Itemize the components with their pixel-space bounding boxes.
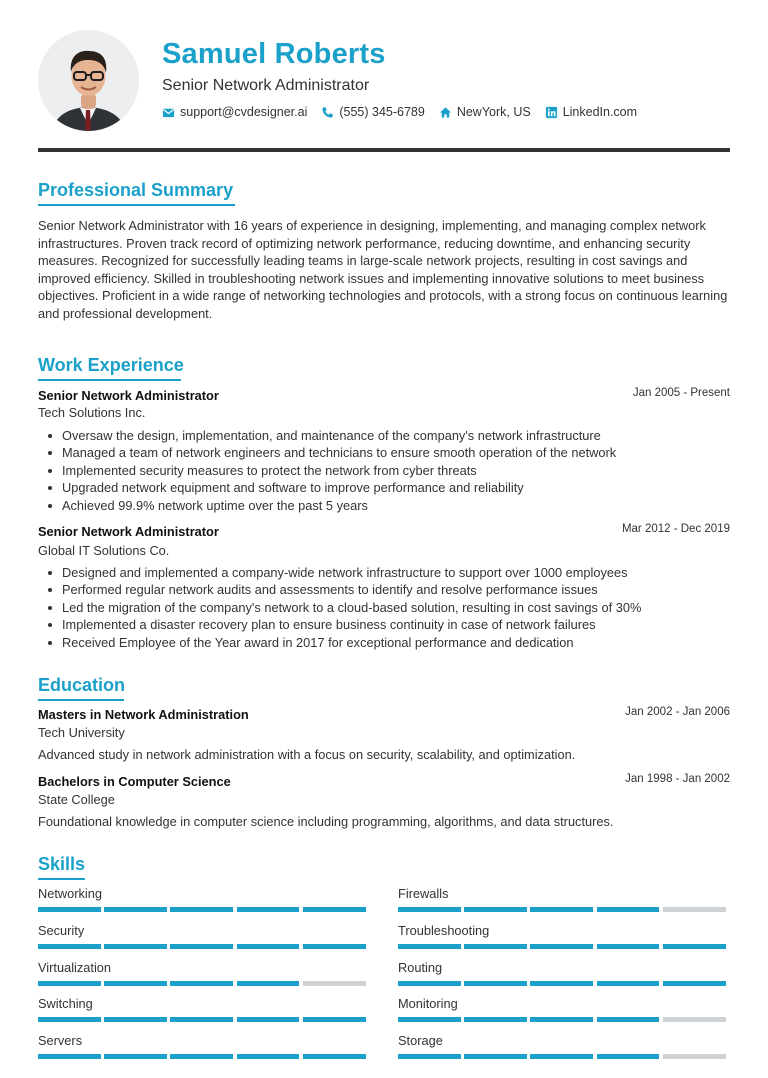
skill-segment-filled [170,907,233,912]
skill-segment-filled [237,907,300,912]
list-item: Designed and implemented a company-wide network infrastructure to support over 1000 employees [62,564,730,581]
skill-segment-filled [464,981,527,986]
degree-description: Advanced study in network administration with a focus on security, scalability, and optimization. [38,747,576,762]
list-item: Achieved 99.9% network uptime over the past 5 years [62,497,730,514]
skill-segment-filled [38,981,101,986]
job-dates: Jan 2005 - Present [632,387,730,399]
skill-segment-filled [303,944,366,949]
skill-segment-filled [237,944,300,949]
degree-dates: Jan 2002 - Jan 2006 [625,706,730,718]
skill-item [38,886,369,912]
skill-segment-filled [237,981,300,986]
skill-segment-filled [303,907,366,912]
skill-segment-filled [104,1054,167,1059]
list-item: Implemented a disaster recovery plan to ensure business continuity in case of network failures [62,616,730,633]
skill-segment-filled [530,1017,593,1022]
skill-segment-filled [38,907,101,912]
school-name: State College [38,792,115,807]
summary-heading-text: Professional Summary [38,180,234,200]
skill-name: Troubleshooting [398,922,490,938]
skill-item [398,1033,729,1059]
skill-name: Security [38,922,85,938]
skill-segment-filled [530,944,593,949]
heading-underline [38,878,85,880]
skill-segment-filled [597,907,660,912]
skill-segment-filled [464,907,527,912]
skill-level-bar [398,1054,729,1059]
location-text: NewYork, US [456,105,531,119]
skill-segment-filled [170,981,233,986]
skill-segment-filled [38,1017,101,1022]
skill-segment-filled [663,981,726,986]
job-title: Senior Network Administrator [38,524,219,539]
skill-segment-filled [597,944,660,949]
skill-segment-empty [663,907,726,912]
skill-name: Networking [38,886,103,901]
list-item: Performed regular network audits and assessments to identify and resolve performance issues [62,581,730,598]
skill-item [398,923,729,949]
skill-segment-filled [170,944,233,949]
skill-level-bar [38,907,369,912]
skill-segment-filled [170,1017,233,1022]
degree-dates: Jan 1998 - Jan 2002 [625,773,730,785]
skill-segment-filled [663,944,726,949]
skill-name: Virtualization [38,959,112,975]
degree-title: Masters in Network Administration [38,707,249,722]
skill-level-bar [38,944,369,949]
skill-segment-filled [398,907,461,912]
skill-item [398,886,729,912]
degree-description: Foundational knowledge in computer science including programming, algorithms, and data structures. [38,814,614,829]
skills-heading-text: Skills [38,854,86,874]
skill-name: Monitoring [398,996,458,1012]
skill-segment-filled [464,944,527,949]
skill-segment-filled [303,1017,366,1022]
skill-level-bar [38,1054,369,1059]
envelope-icon [162,106,175,119]
list-item: Oversaw the design, implementation, and maintenance of the company's network infrastructure [62,427,730,444]
list-item: Upgraded network equipment and software to improve performance and reliability [62,479,730,496]
skill-item [398,960,729,986]
skill-level-bar [398,907,729,912]
section-heading-experience [38,355,184,378]
list-item: Led the migration of the company's network to a cloud-based solution, resulting in cost savings of 30% [62,599,730,616]
skill-level-bar [398,1017,729,1022]
skill-item [38,996,369,1022]
skill-segment-filled [38,944,101,949]
resume-header [38,30,730,150]
skill-segment-filled [104,1017,167,1022]
section-heading-skills [38,854,85,877]
skill-name: Firewalls [398,886,449,901]
skill-level-bar [38,1017,369,1022]
heading-underline [38,379,181,381]
skill-segment-filled [398,1017,461,1022]
email-text: support@cvdesigner.ai [180,105,308,119]
list-item: Managed a team of network engineers and technicians to ensure smooth operation of the network [62,444,730,461]
list-item: Implemented security measures to protect the network from cyber threats [62,462,730,479]
skill-segment-empty [663,1054,726,1059]
contact-row [162,105,651,119]
degree-title: Bachelors in Computer Science [38,774,231,789]
skill-item [38,923,369,949]
contact-email[interactable] [162,105,307,119]
job-dates: Mar 2012 - Dec 2019 [621,523,730,535]
experience-heading-text: Work Experience [38,355,184,375]
skill-segment-filled [597,1017,660,1022]
skill-segment-filled [398,981,461,986]
skill-level-bar [398,981,729,986]
contact-linkedin[interactable] [545,105,637,119]
summary-text: Senior Network Administrator with 16 years of experience in designing, implementing, and managing complex network infrastructures. Proven track record of optimizing network performance, reducing downtime, and enhancing security measures. Recognized for successfully leading teams in large-scale network projects, resulting in cost savings and improved efficiency. Skilled in troubleshooting network issues and implementing innovative solutions to meet business objectives. Proficient in a wide range of networking technologies and protocols, with a strong focus on continuous learning and professional development. [38,218,728,321]
job-company: Global IT Solutions Co. [38,543,170,558]
skill-item [38,960,369,986]
skill-segment-filled [597,1054,660,1059]
education-heading-text: Education [38,675,126,695]
skill-segment-filled [104,981,167,986]
skill-name: Storage [398,1033,443,1049]
phone-text: (555) 345-6789 [339,105,425,119]
profile-photo [38,30,139,131]
section-heading-summary [38,180,233,203]
skill-segment-filled [464,1017,527,1022]
contact-phone[interactable] [321,105,424,119]
skill-name: Switching [38,996,93,1012]
skill-segment-filled [398,1054,461,1059]
linkedin-icon [545,106,558,119]
heading-underline [38,699,124,701]
heading-underline [38,204,235,206]
skill-segment-filled [170,1054,233,1059]
skill-segment-filled [38,1054,101,1059]
section-heading-education [38,675,125,698]
list-item: Received Employee of the Year award in 2017 for exceptional performance and dedication [62,634,730,651]
skill-level-bar [398,944,729,949]
skill-segment-filled [530,907,593,912]
job-bullets [62,564,730,651]
candidate-name: Samuel Roberts [162,38,386,70]
job-title: Senior Network Administrator [38,388,219,403]
skill-segment-filled [104,907,167,912]
skill-item [398,996,729,1022]
skill-item [38,1033,369,1059]
skill-segment-filled [597,981,660,986]
skill-segment-filled [464,1054,527,1059]
skill-segment-empty [303,981,366,986]
skill-segment-filled [237,1017,300,1022]
home-icon [439,106,452,119]
skill-name: Routing [398,959,443,975]
skill-segment-filled [237,1054,300,1059]
skill-segment-filled [303,1054,366,1059]
skill-segment-filled [530,1054,593,1059]
skill-name: Servers [38,1033,83,1049]
header-divider [38,148,730,152]
skill-level-bar [38,981,369,986]
candidate-title: Senior Network Administrator [162,77,370,94]
skill-segment-filled [104,944,167,949]
phone-icon [321,106,334,119]
contact-location [439,105,531,119]
linkedin-text: LinkedIn.com [562,105,638,119]
skill-segment-empty [663,1017,726,1022]
skill-segment-filled [398,944,461,949]
job-bullets [62,427,730,514]
school-name: Tech University [38,725,125,740]
person-photo-icon [38,30,139,131]
job-company: Tech Solutions Inc. [38,405,146,420]
skill-segment-filled [530,981,593,986]
